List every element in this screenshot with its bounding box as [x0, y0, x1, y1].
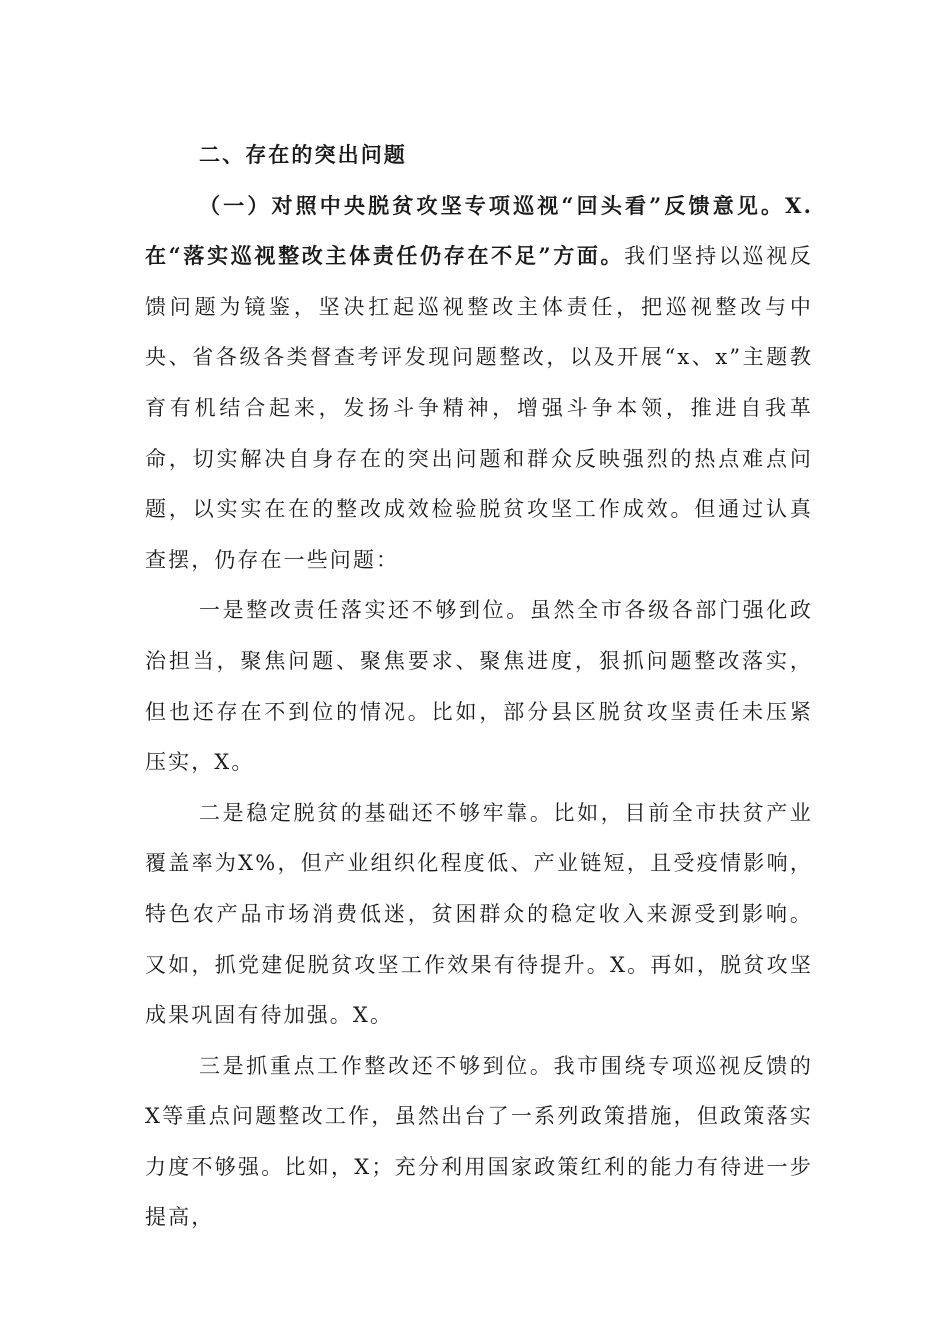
paragraph-4: 三是抓重点工作整改还不够到位。我市围绕专项巡视反馈的X等重点问题整改工作，虽然出台了一系列政策措施，但政策落实力度不够强。比如，X；充分利用国家政策红利的能力有待进一步提高，	[145, 1053, 813, 1230]
document-body	[145, 130, 813, 1243]
paragraph-1-text: 我们坚持以巡视反馈问题为镜鉴，坚决扛起巡视整改主体责任，把巡视整改与中央、省各级各类督查考评发现问题整改，以及开展“x、x”主题教育有机结合起来，发扬斗争精神，增强斗争本领，推进自我革命，切实解决自身存在的突出问题和群众反映强烈的热点难点问题，以实实在在的整改成效检验脱贫攻坚工作成效。但通过认真查摆，仍存在一些问题：	[145, 244, 813, 572]
paragraph-3: 二是稳定脱贫的基础还不够牢靠。比如，目前全市扶贫产业覆盖率为X%，但产业组织化程度低、产业链短，且受疫情影响，特色农产品市场消费低迷，贫困群众的稳定收入来源受到影响。又如，抓党建促脱贫攻坚工作效果有待提升。X。再如，脱贫攻坚成果巩固有待加强。X。	[145, 800, 813, 1028]
paragraph-2: 一是整改责任落实还不够到位。虽然全市各级各部门强化政治担当，聚焦问题、聚焦要求、聚焦进度，狠抓问题整改落实，但也还存在不到位的情况。比如，部分县区脱贫攻坚责任未压紧压实，X。	[145, 598, 813, 775]
section-heading: 二、存在的突出问题	[199, 142, 407, 167]
paragraph-1-bold-lead: （一）对照中央脱贫攻坚专项巡视“回头看”反馈意见。X.在“落实巡视整改主体责任仍存在不足”方面。	[145, 192, 813, 269]
paragraph-1	[145, 181, 813, 586]
